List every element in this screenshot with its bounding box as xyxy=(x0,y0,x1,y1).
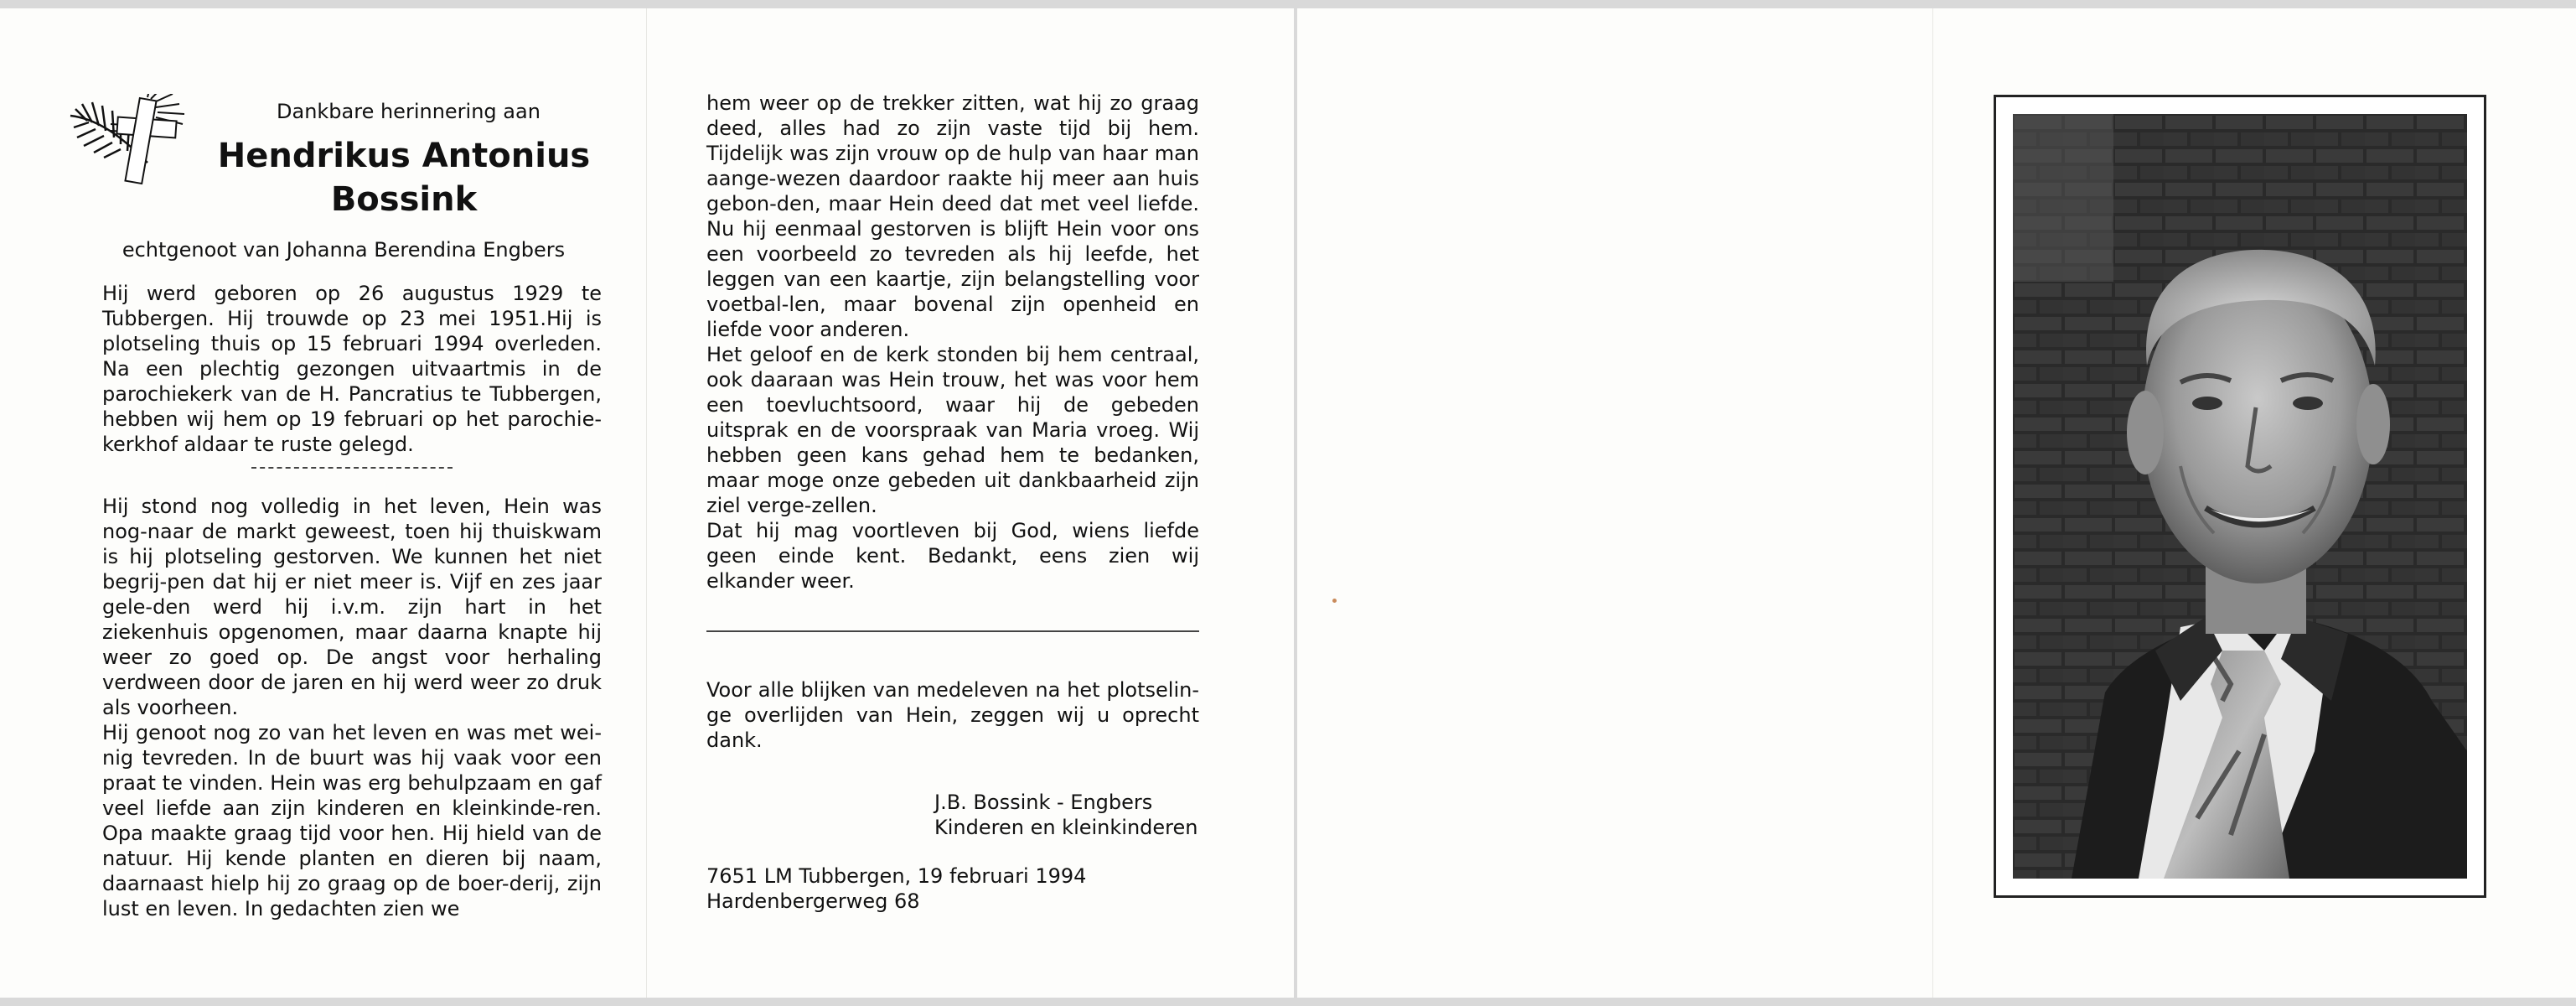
fold-line xyxy=(646,8,647,998)
body-paragraph: Het geloof en de kerk stonden bij hem centraal, ook daaraan was Hein trouw, het was voor hem een toevluchtsoord, waar hij de gebeden uitsprak en de voorspraak van Maria vroeg. Wij hebben geen kans gehad hem te bedanken, maar moge onze gebeden uit dankbaarheid zijn ziel verge-zellen. xyxy=(706,343,1199,517)
fold-line xyxy=(1932,8,1933,998)
address-block xyxy=(706,863,1199,914)
body-paragraph: Hij stond nog volledig in het leven, Hein was nog-naar de markt geweest, toen hij thuiskwam is hij plotseling gestorven. We kunnen het niet begrij-pen dat hij er niet meer is. Vijf en zes jaar gele-den werd hij i.v.m. zijn hart in het ziekenhuis opgenomen, maar daarna knapte hij weer zo goed op. De angst voor herhaling verdween door de jaren en hij werd weer zo druk als voorheen. xyxy=(102,495,602,719)
body-paragraph: hem weer op de trekker zitten, wat hij zo graag deed, alles had zo zijn vaste tijd bij hem. Tijdelijk was zijn vrouw op de hulp van haar man aange-wezen daardoor raakte hij meer aan huis gebon-den, maar Hein deed dat met veel liefde. Nu hij eenmaal gestorven is blijft Hein voor ons een voorbeeld zo tevreden als hij leefde, het leggen van een kaartje, zijn belangstelling voor voetbal-len, maar bovenal zijn openheid en liefde voor anderen. xyxy=(706,91,1199,341)
body-paragraph: Hij genoot nog zo van het leven en was met wei-nig tevreden. In de buurt was hij vaak voor een praat te vinden. Hein was erg behulpzaam en gaf veel liefde aan zijn kinderen en kleinkinde-ren. Opa maakte graag tijd voor hen. Hij hield van de natuur. Hij kende planten en dieren bij naam, daarnaast hielp hij zo graag op de boer-derij, zijn lust en leven. In gedachten zien we xyxy=(102,721,602,920)
body-paragraph: Dat hij mag voortleven bij God, wiens liefde geen einde kent. Bedankt, eens zien wij elkander weer. xyxy=(706,519,1199,593)
deceased-name xyxy=(211,134,597,221)
bio-paragraph: Hij werd geboren op 26 augustus 1929 te Tubbergen. Hij trouwde op 23 mei 1951.Hij is plotseling thuis op 15 februari 1994 overleden. Na een plechtig gezongen uitvaartmis in de parochiekerk van de H. Pancratius te Tubbergen, hebben wij hem op 19 februari op het parochie-kerkhof aldaar te ruste gelegd. xyxy=(102,282,602,456)
cross-with-palm-icon xyxy=(67,94,203,194)
dashed-divider xyxy=(251,467,453,469)
left-column xyxy=(102,91,602,921)
name-line-2: Bossink xyxy=(330,180,478,219)
address-line-2: Hardenbergerweg 68 xyxy=(706,889,920,913)
portrait-photo-icon xyxy=(2013,114,2467,879)
paper-speck xyxy=(1332,599,1337,603)
spouse-line: echtgenoot van Johanna Berendina Engbers xyxy=(122,238,566,262)
thanks-paragraph: Voor alle blijken van medeleven na het plotselin-ge overlijden van Hein, zeggen wij u oprecht dank. xyxy=(706,678,1199,752)
portrait-frame xyxy=(1994,95,2486,898)
name-line-1: Hendrikus Antonius xyxy=(217,137,591,175)
address-line-1: 7651 LM Tubbergen, 19 februari 1994 xyxy=(706,864,1087,888)
card-inner-spread xyxy=(0,8,1294,998)
middle-column xyxy=(706,91,1199,914)
signature-line-2: Kinderen en kleinkinderen xyxy=(934,816,1198,839)
signature-block xyxy=(934,790,1199,840)
divider-rule xyxy=(706,630,1199,632)
header xyxy=(102,91,602,237)
signature-line-1: J.B. Bossink - Engbers xyxy=(934,791,1153,814)
pre-title: Dankbare herinnering aan xyxy=(277,100,541,123)
